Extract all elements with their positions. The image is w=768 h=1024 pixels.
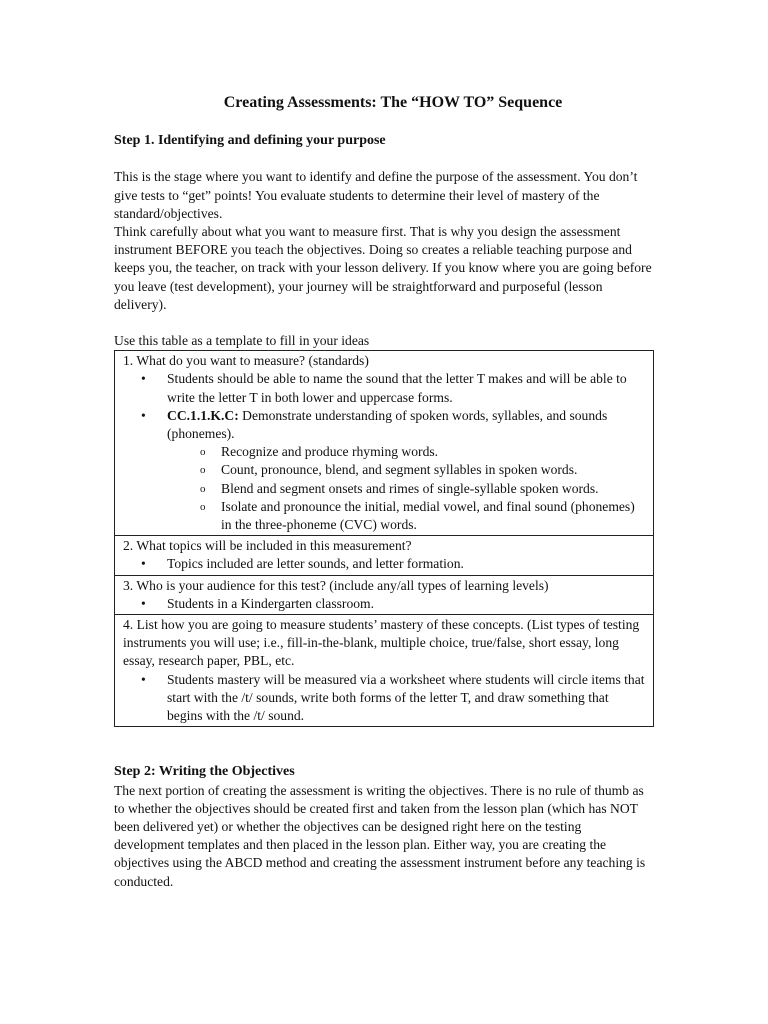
list-item: • Topics included are letter sounds, and letter formation. — [123, 555, 646, 573]
document-page — [114, 94, 654, 891]
table-cell — [115, 575, 654, 614]
list-item — [123, 407, 646, 534]
row4-question: 4. List how you are going to measure students’ mastery of these concepts. (List types of testing instruments you will use; i.e., fill-in-the-blank, multiple choice, true/false, short essay, long essay, research paper, PBL, etc. — [123, 617, 640, 669]
row1-question: 1. What do you want to measure? (standards) — [123, 353, 369, 369]
row3-question: 3. Who is your audience for this test? (include any/all types of learning levels) — [123, 577, 549, 593]
step1-heading: Step 1. Identifying and defining your purpose — [114, 133, 386, 149]
table-cell — [115, 536, 654, 575]
table-row — [115, 351, 654, 536]
step2-paragraph: The next portion of creating the assessment is writing the objectives. There is no rule of thumb as to whether the objectives should be created first and taken from the lesson plan (which has NOT been delivered yet) or whether the objectives can be designed right here on the testing development templates and then placed in the lesson plan. Either way, you are creating the objectives using the ABCD method and creating the assessment instrument before any teaching is conducted. — [114, 782, 646, 889]
row2-bullets — [123, 555, 646, 573]
table-row — [115, 615, 654, 727]
step1-paragraph-1: This is the stage where you want to identify and define the purpose of the assessment. You don’t give tests to “get” points! You evaluate students to determine their level of mastery of the standard/objectives. — [114, 169, 638, 221]
table-cell — [115, 615, 654, 727]
list-item: o Count, pronounce, blend, and segment syllables in spoken words. — [167, 461, 646, 479]
table-row — [115, 575, 654, 614]
list-item: • Students in a Kindergarten classroom. — [123, 595, 646, 613]
list-item: o Isolate and pronounce the initial, medial vowel, and final sound (phonemes) in the three-phoneme (CVC) words. — [167, 498, 646, 534]
standard-code: CC.1.1.K.C: — [167, 407, 239, 423]
list-item: • Students mastery will be measured via a worksheet where students will circle items that start with the /t/ sounds, write both forms of the letter T, and draw something that begins with the /t/ sound. — [123, 671, 646, 726]
list-item: o Blend and segment onsets and rimes of single-syllable spoken words. — [167, 480, 646, 498]
document-title: Creating Assessments: The “HOW TO” Sequence — [223, 94, 563, 111]
row2-question: 2. What topics will be included in this measurement? — [123, 538, 412, 554]
list-item: o Recognize and produce rhyming words. — [167, 443, 646, 461]
row1-sub-bullets — [167, 443, 646, 534]
table-row — [115, 536, 654, 575]
table-intro: Use this table as a template to fill in your ideas — [114, 333, 370, 349]
row1-bullets — [123, 370, 646, 534]
row4-bullets — [123, 671, 646, 726]
row3-bullets — [123, 595, 646, 613]
standard-text: Demonstrate understanding of spoken words, syllables, and sounds (phonemes). — [167, 407, 608, 442]
step1-paragraph-2: Think carefully about what you want to measure first. That is why you design the assessment instrument BEFORE you teach the objectives. Doing so creates a reliable teaching purpose and keeps you, the teacher, on track with your lesson delivery. If you know where you are going before you leave (test development), your journey will be straightforward and purposeful (lesson delivery). — [114, 224, 652, 312]
step2-heading: Step 2: Writing the Objectives — [114, 764, 295, 780]
table-cell — [115, 351, 654, 536]
assessment-template-table — [114, 350, 654, 727]
list-item: • Students should be able to name the sound that the letter T makes and will be able to write the letter T in both lower and uppercase forms. — [123, 370, 646, 406]
